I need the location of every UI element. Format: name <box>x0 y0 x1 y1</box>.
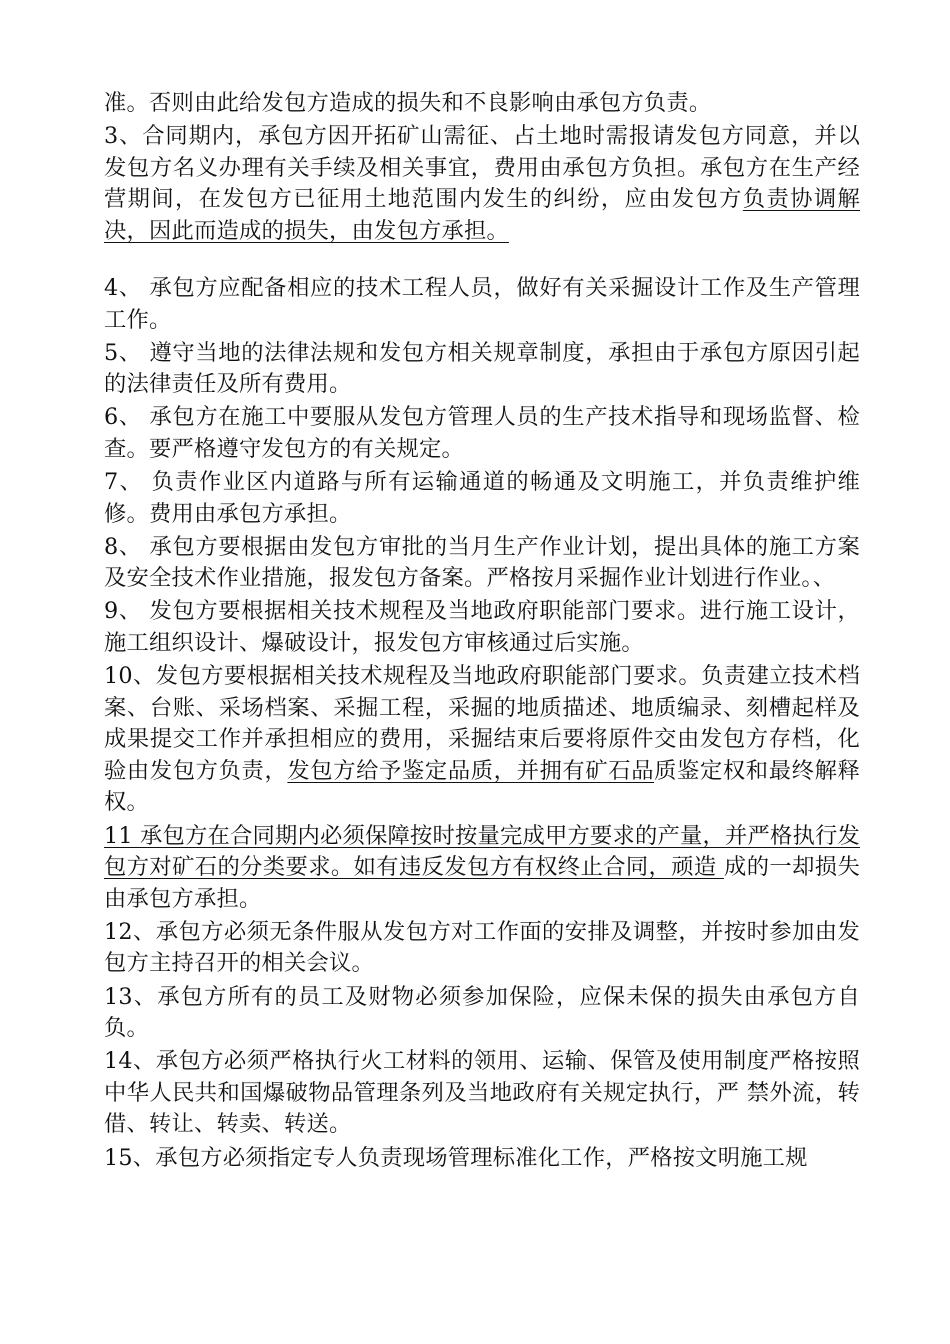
underlined-text: 11 承包方在合同期内必须保障按时按量完成甲方要求的产量，并严格执行发包方对矿石的分类要求。如有违反发包方有权终止合同，顽造 <box>104 822 860 881</box>
paragraph-spacer <box>104 249 860 273</box>
clause-text: 13、承包方所有的员工及财物必须参加保险，应保未保的损失由承包方自负。 <box>104 983 860 1042</box>
clause-paragraph-p8 <box>104 532 860 595</box>
clause-paragraph-p7 <box>104 467 860 530</box>
clause-text: 9、 发包方要根据相关技术规程及当地政府职能部门要求。进行施工设计，施工组织设计、爆破设计，报发包方审核通过后实施。 <box>104 598 860 656</box>
underlined-text: 发包方给予鉴定品质，并拥有矿石品 <box>287 757 655 784</box>
clause-text: 4、 承包方应配备相应的技术工程人员，做好有关采掘设计工作及生产管理工作。 <box>104 274 860 333</box>
clause-paragraph-p13 <box>104 982 860 1045</box>
clause-text: 6、 承包方在施工中要服从发包方管理人员的生产技术指导和现场监督、检查。要严格遵守发包方的有关规定。 <box>104 404 860 462</box>
clause-paragraph-p3 <box>104 121 860 247</box>
clause-paragraph-p-cont <box>104 88 860 120</box>
clause-text: 质鉴定权和最终解释权。 <box>104 757 860 816</box>
clause-text: 5、 遵守当地的法律法规和发包方相关规章制度，承担由于承包方原因引起的法律责任及所有费用。 <box>104 339 860 398</box>
clause-text: 15、承包方必须指定专人负责现场管理标准化工作，严格按文明施工规 <box>104 1144 808 1171</box>
clause-text: 12、承包方必须无条件服从发包方对工作面的安排及调整，并按时参加由发包方主持召开的相关会议。 <box>104 918 860 977</box>
clause-paragraph-p11 <box>104 821 860 916</box>
clause-text: 14、承包方必须严格执行火工材料的领用、运输、保管及使用制度严格按照中华人民共和国爆破物品管理条列及当地政府有关规定执行，严 禁外流，转借、转让、转卖、转送。 <box>104 1048 860 1138</box>
contract-clauses-text <box>104 88 860 1176</box>
clause-text: 3、合同期内，承包方因开拓矿山需征、占土地时需报请发包方同意，并以发包方名义办理有关手续及相关事宜，费用由承包方负担。承包方在生产经营期间，在发包方已征用土地范围内发生的纠纷，应由发包方 <box>104 123 860 213</box>
clause-paragraph-p4 <box>104 273 860 336</box>
clause-paragraph-p14 <box>104 1046 860 1141</box>
clause-paragraph-p5 <box>104 338 860 401</box>
clause-text: 准。否则由此给发包方造成的损失和不良影响由承包方负责。 <box>104 90 712 116</box>
clause-paragraph-p15 <box>104 1143 860 1175</box>
clause-paragraph-p10 <box>104 661 860 819</box>
clause-text: 7、 负责作业区内道路与所有运输通道的畅通及文明施工，并负责维护维修。费用由承包方承担。 <box>104 469 860 527</box>
underlined-text: 负责协调解决，因此而造成的损失，由发包方承担。 <box>104 186 860 244</box>
clause-paragraph-p12 <box>104 917 860 980</box>
clause-paragraph-p9 <box>104 596 860 659</box>
clause-text: 8、 承包方要根据由发包方审批的当月生产作业计划，提出具体的施工方案及安全技术作业措施，报发包方备案。严格按月采掘作业计划进行作业。、 <box>104 533 860 592</box>
clause-text: 成的一却损失由承包方承担。 <box>104 854 860 912</box>
clause-paragraph-p6 <box>104 402 860 465</box>
clause-text: 10、发包方要根据相关技术规程及当地政府职能部门要求。负责建立技术档案、台账、采场档案、采掘工程，采掘的地质描述、地质编录、刻槽起样及成果提交工作并承担相应的费用，采掘结束后要将原件交由发包方存档，化验由发包方负责， <box>104 663 860 784</box>
